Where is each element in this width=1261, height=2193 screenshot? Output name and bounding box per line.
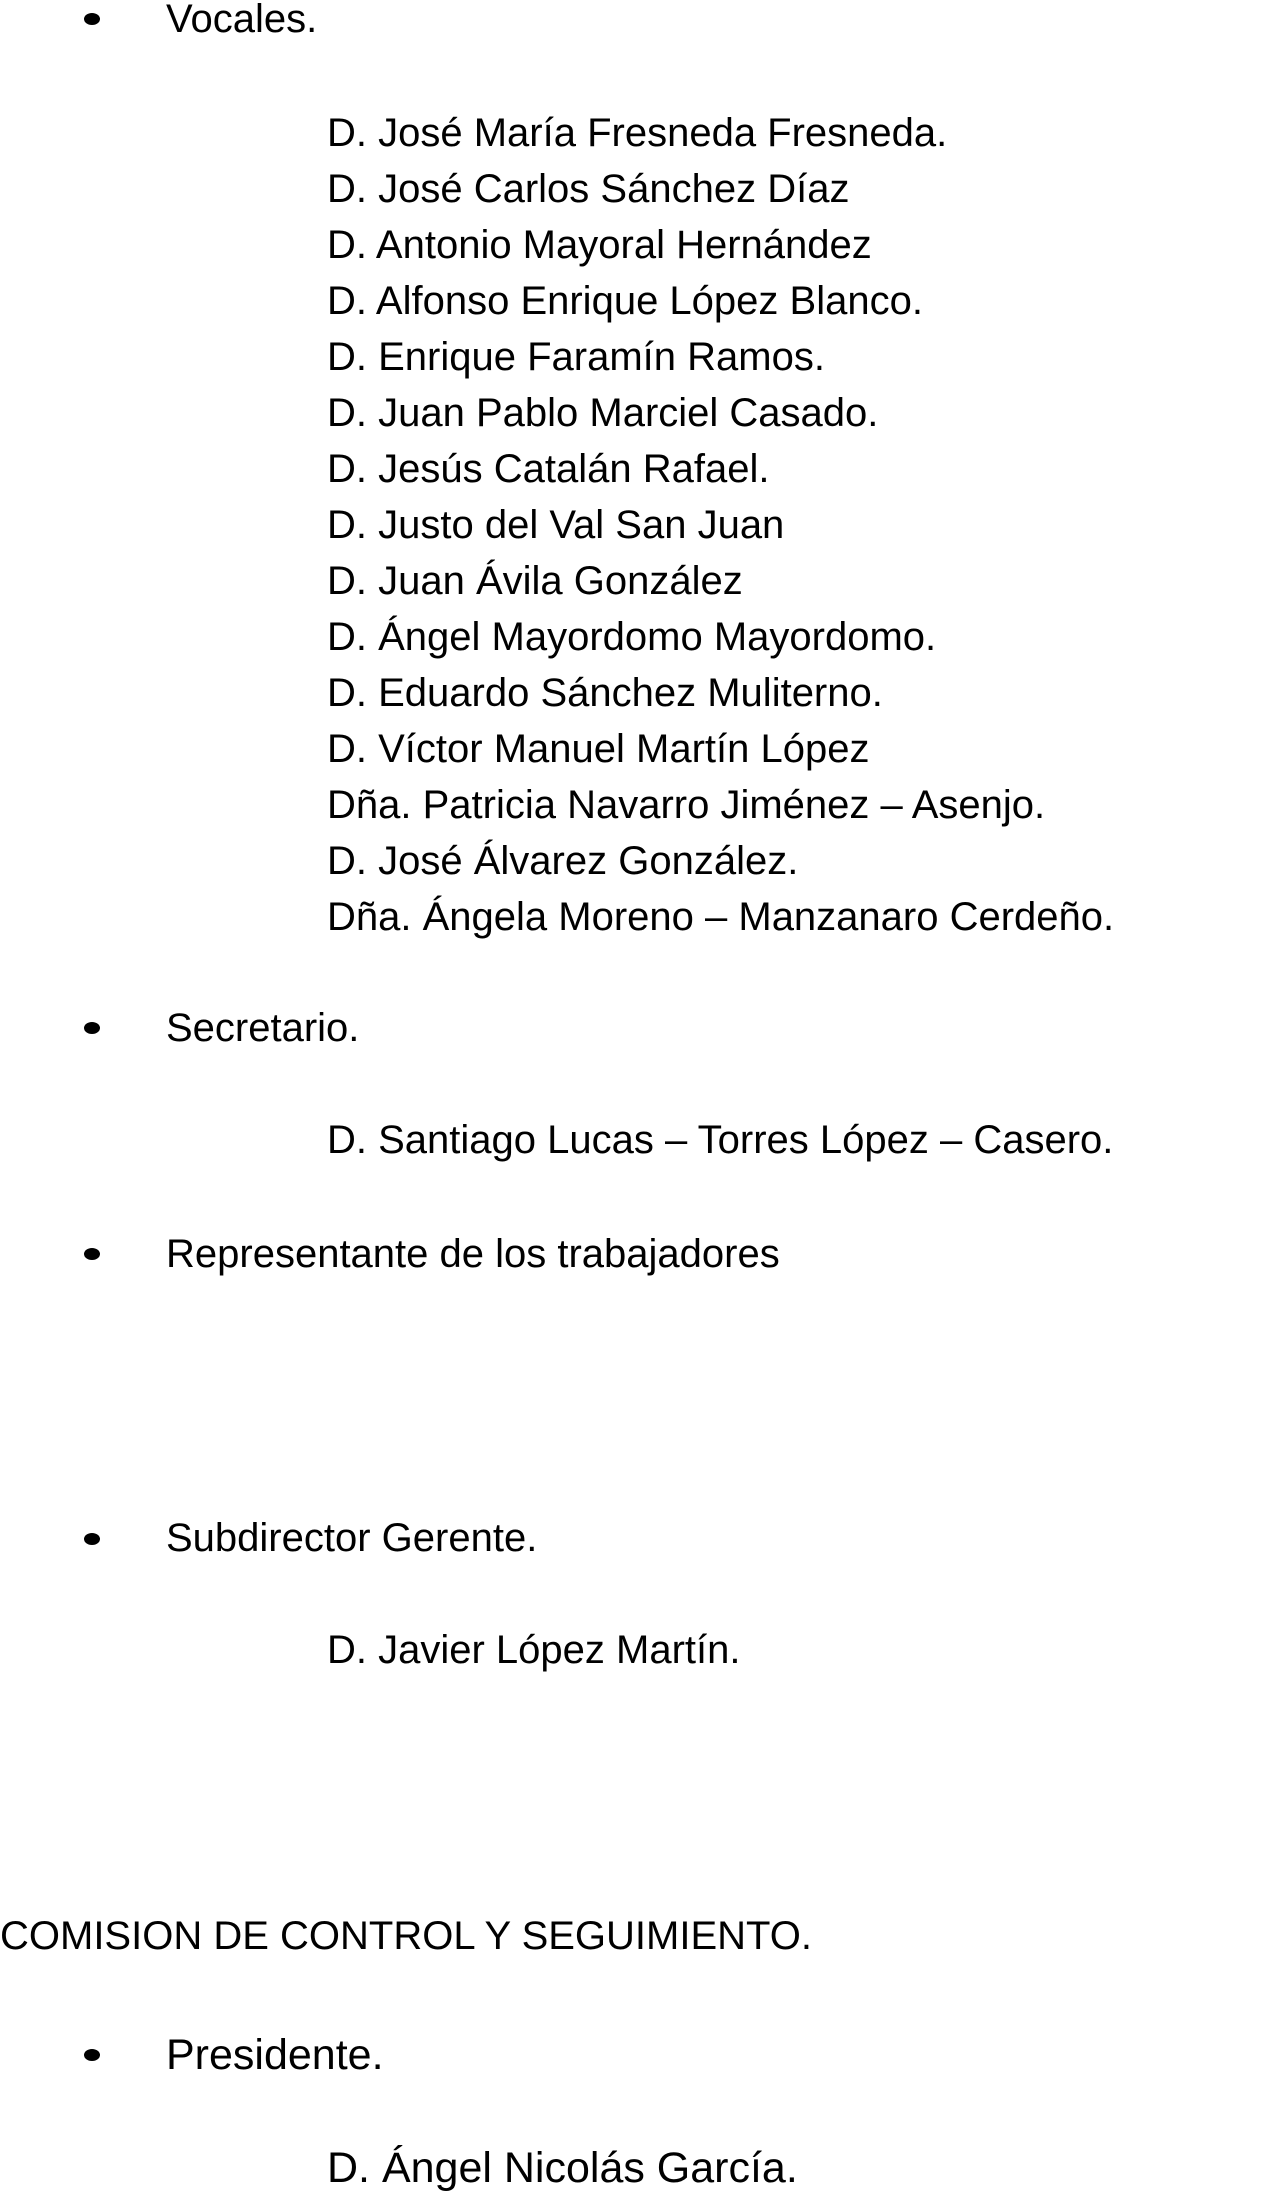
- heading-presidente: Presidente.: [166, 2031, 384, 2079]
- vocal-member: D. José María Fresneda Fresneda.: [327, 111, 948, 155]
- vocal-member: D. Antonio Mayoral Hernández: [327, 223, 872, 267]
- vocal-member: D. Víctor Manuel Martín López: [327, 727, 870, 771]
- bullet-secretario: [84, 1022, 100, 1034]
- heading-vocales: Vocales.: [166, 0, 318, 41]
- vocal-member: D. Juan Ávila González: [327, 559, 743, 603]
- bullet-subdirector: [84, 1533, 100, 1545]
- vocal-member: D. José Carlos Sánchez Díaz: [327, 167, 850, 211]
- vocal-member: D. José Álvarez González.: [327, 839, 799, 883]
- vocal-member: D. Eduardo Sánchez Muliterno.: [327, 671, 883, 715]
- vocal-member: D. Justo del Val San Juan: [327, 503, 785, 547]
- vocal-member: D. Alfonso Enrique López Blanco.: [327, 279, 923, 323]
- vocal-member: D. Juan Pablo Marciel Casado.: [327, 391, 879, 435]
- vocal-member: D. Ángel Mayordomo Mayordomo.: [327, 615, 937, 659]
- heading-subdirector: Subdirector Gerente.: [166, 1516, 538, 1560]
- heading-representante: Representante de los trabajadores: [166, 1232, 780, 1276]
- heading-secretario: Secretario.: [166, 1006, 360, 1050]
- subdirector-name: D. Javier López Martín.: [327, 1628, 741, 1672]
- vocal-member: Dña. Ángela Moreno – Manzanaro Cerdeño.: [327, 895, 1115, 939]
- bullet-presidente: [84, 2049, 100, 2061]
- presidente-name: D. Ángel Nicolás García.: [327, 2144, 798, 2192]
- secretario-name: D. Santiago Lucas – Torres López – Casero.: [327, 1118, 1114, 1162]
- bullet-vocales: [84, 13, 100, 25]
- vocal-member: D. Enrique Faramín Ramos.: [327, 335, 825, 379]
- vocal-member: D. Jesús Catalán Rafael.: [327, 447, 770, 491]
- section-title-comision: COMISION DE CONTROL Y SEGUIMIENTO.: [0, 1914, 812, 1958]
- bullet-representante: [84, 1248, 100, 1260]
- vocal-member: Dña. Patricia Navarro Jiménez – Asenjo.: [327, 783, 1046, 827]
- vocales-member-list: [327, 105, 1114, 945]
